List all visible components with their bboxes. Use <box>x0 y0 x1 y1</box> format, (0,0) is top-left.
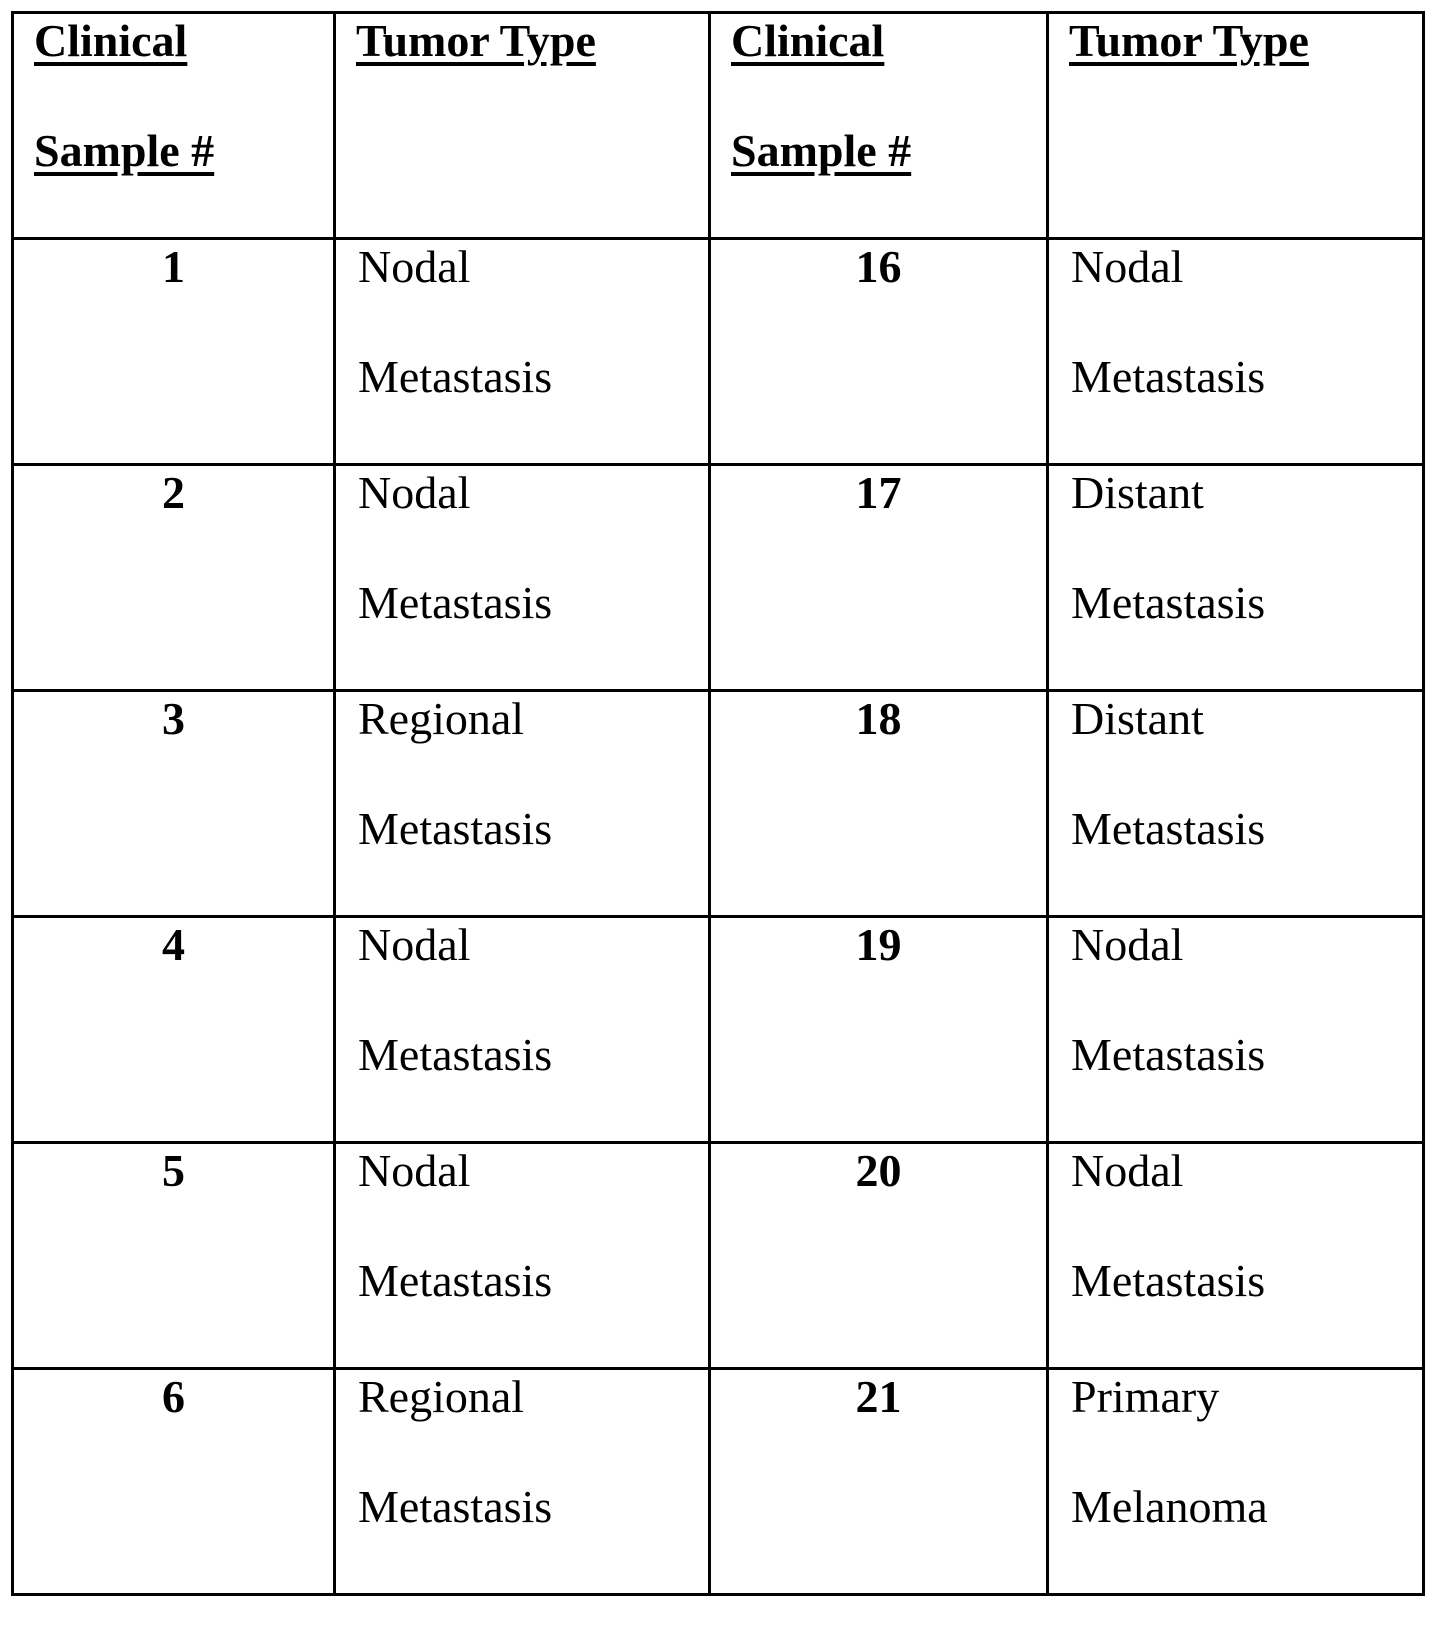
tumor-type-line: Metastasis <box>1071 351 1266 402</box>
tumor-type-line: Distant <box>1071 693 1204 744</box>
header-text: Clinical <box>34 15 188 66</box>
sample-number-cell <box>710 239 1048 465</box>
tumor-type-line: Melanoma <box>1071 1481 1268 1532</box>
table-row <box>13 1369 1424 1595</box>
sample-number-cell <box>13 691 335 917</box>
tumor-type-cell <box>335 1369 710 1595</box>
tumor-type-cell <box>1048 917 1424 1143</box>
header-text: Sample # <box>731 125 912 176</box>
sample-number: 1 <box>162 241 185 292</box>
sample-number: 17 <box>855 467 902 518</box>
tumor-type-line: Nodal <box>358 919 471 970</box>
sample-number-cell <box>710 465 1048 691</box>
sample-number-cell <box>13 1369 335 1595</box>
tumor-type-line: Nodal <box>358 467 471 518</box>
header-tumor-type-left <box>335 13 710 239</box>
tumor-type-line: Metastasis <box>1071 577 1266 628</box>
header-text: Clinical <box>731 15 885 66</box>
tumor-type-cell <box>1048 239 1424 465</box>
sample-number: 20 <box>855 1145 902 1196</box>
tumor-type-line: Distant <box>1071 467 1204 518</box>
sample-number: 4 <box>162 919 185 970</box>
tumor-type-line: Metastasis <box>358 803 553 854</box>
tumor-type-cell <box>1048 1369 1424 1595</box>
tumor-type-line: Nodal <box>1071 241 1184 292</box>
tumor-type-line: Regional <box>358 693 525 744</box>
tumor-type-line: Metastasis <box>358 1481 553 1532</box>
table-row <box>13 239 1424 465</box>
tumor-type-line: Metastasis <box>358 1255 553 1306</box>
tumor-type-line: Metastasis <box>358 577 553 628</box>
tumor-type-cell <box>335 239 710 465</box>
table-row <box>13 465 1424 691</box>
clinical-samples-table <box>11 11 1425 1596</box>
tumor-type-cell <box>1048 1143 1424 1369</box>
tumor-type-cell <box>335 465 710 691</box>
header-text: Sample # <box>34 125 215 176</box>
tumor-type-line: Metastasis <box>1071 803 1266 854</box>
sample-number: 2 <box>162 467 185 518</box>
table-row <box>13 917 1424 1143</box>
sample-number: 18 <box>855 693 902 744</box>
tumor-type-line: Nodal <box>358 241 471 292</box>
tumor-type-cell <box>335 1143 710 1369</box>
tumor-type-line: Nodal <box>1071 1145 1184 1196</box>
table-row <box>13 691 1424 917</box>
sample-number-cell <box>13 917 335 1143</box>
header-clinical-sample-left <box>13 13 335 239</box>
tumor-type-line: Metastasis <box>358 1029 553 1080</box>
tumor-type-cell <box>335 691 710 917</box>
tumor-type-cell <box>1048 691 1424 917</box>
header-tumor-type-right <box>1048 13 1424 239</box>
header-clinical-sample-right <box>710 13 1048 239</box>
tumor-type-line: Nodal <box>1071 919 1184 970</box>
sample-number-cell <box>13 465 335 691</box>
tumor-type-line: Metastasis <box>358 351 553 402</box>
tumor-type-line: Nodal <box>358 1145 471 1196</box>
tumor-type-line: Metastasis <box>1071 1255 1266 1306</box>
sample-number-cell <box>710 1143 1048 1369</box>
header-text: Tumor Type <box>356 15 596 66</box>
sample-number: 21 <box>855 1371 902 1422</box>
sample-number-cell <box>13 239 335 465</box>
header-text: Tumor Type <box>1069 15 1309 66</box>
sample-number-cell <box>710 1369 1048 1595</box>
sample-number: 3 <box>162 693 185 744</box>
sample-number: 5 <box>162 1145 185 1196</box>
sample-number: 6 <box>162 1371 185 1422</box>
tumor-type-line: Metastasis <box>1071 1029 1266 1080</box>
sample-number-cell <box>13 1143 335 1369</box>
table-row <box>13 1143 1424 1369</box>
sample-number-cell <box>710 917 1048 1143</box>
tumor-type-cell <box>335 917 710 1143</box>
header-row <box>13 13 1424 239</box>
tumor-type-line: Regional <box>358 1371 525 1422</box>
tumor-type-cell <box>1048 465 1424 691</box>
sample-number: 16 <box>855 241 902 292</box>
tumor-type-line: Primary <box>1071 1371 1220 1422</box>
sample-number: 19 <box>855 919 902 970</box>
sample-number-cell <box>710 691 1048 917</box>
